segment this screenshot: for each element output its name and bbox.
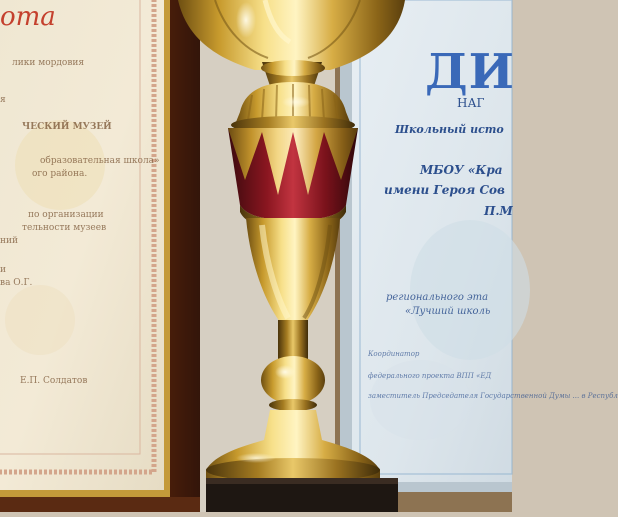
- right-cert-line: регионального эта: [386, 292, 489, 303]
- right-cert-line: заместитель Председателя Государственной Думы ... в Республ: [368, 392, 618, 400]
- right-cert-line: имени Героя Сов: [384, 183, 505, 197]
- left-cert-line: ва О.Г.: [0, 278, 33, 288]
- left-cert-line: и: [0, 265, 6, 275]
- left-cert-line: образовательная школа»: [40, 156, 160, 166]
- left-cert-signature: Е.П. Солдатов: [20, 376, 88, 386]
- right-cert-title: ДИ: [425, 44, 516, 100]
- right-cert-line: Координатор: [368, 350, 420, 358]
- left-cert-line: я: [0, 95, 6, 105]
- left-cert-line: тельности музеев: [22, 223, 107, 233]
- left-cert-heading: ота: [0, 2, 56, 32]
- left-cert-line: лики мордовия: [12, 58, 85, 68]
- left-cert-line: ЧЕСКИЙ МУЗЕЙ: [22, 122, 112, 132]
- right-cert-line: Школьный исто: [395, 123, 504, 136]
- right-cert-line: МБОУ «Кра: [420, 163, 503, 177]
- right-cert-line: П.М: [484, 204, 513, 218]
- left-certificate: [0, 0, 164, 490]
- right-cert-line: федерального проекта ВПП «ЕД: [368, 372, 492, 380]
- right-cert-line: НАГ: [457, 96, 485, 110]
- left-cert-line: ний: [0, 236, 18, 246]
- left-cert-line: ого района.: [32, 169, 88, 179]
- left-cert-line: по организации: [28, 210, 104, 220]
- right-cert-line: «Лучший школь: [405, 306, 491, 317]
